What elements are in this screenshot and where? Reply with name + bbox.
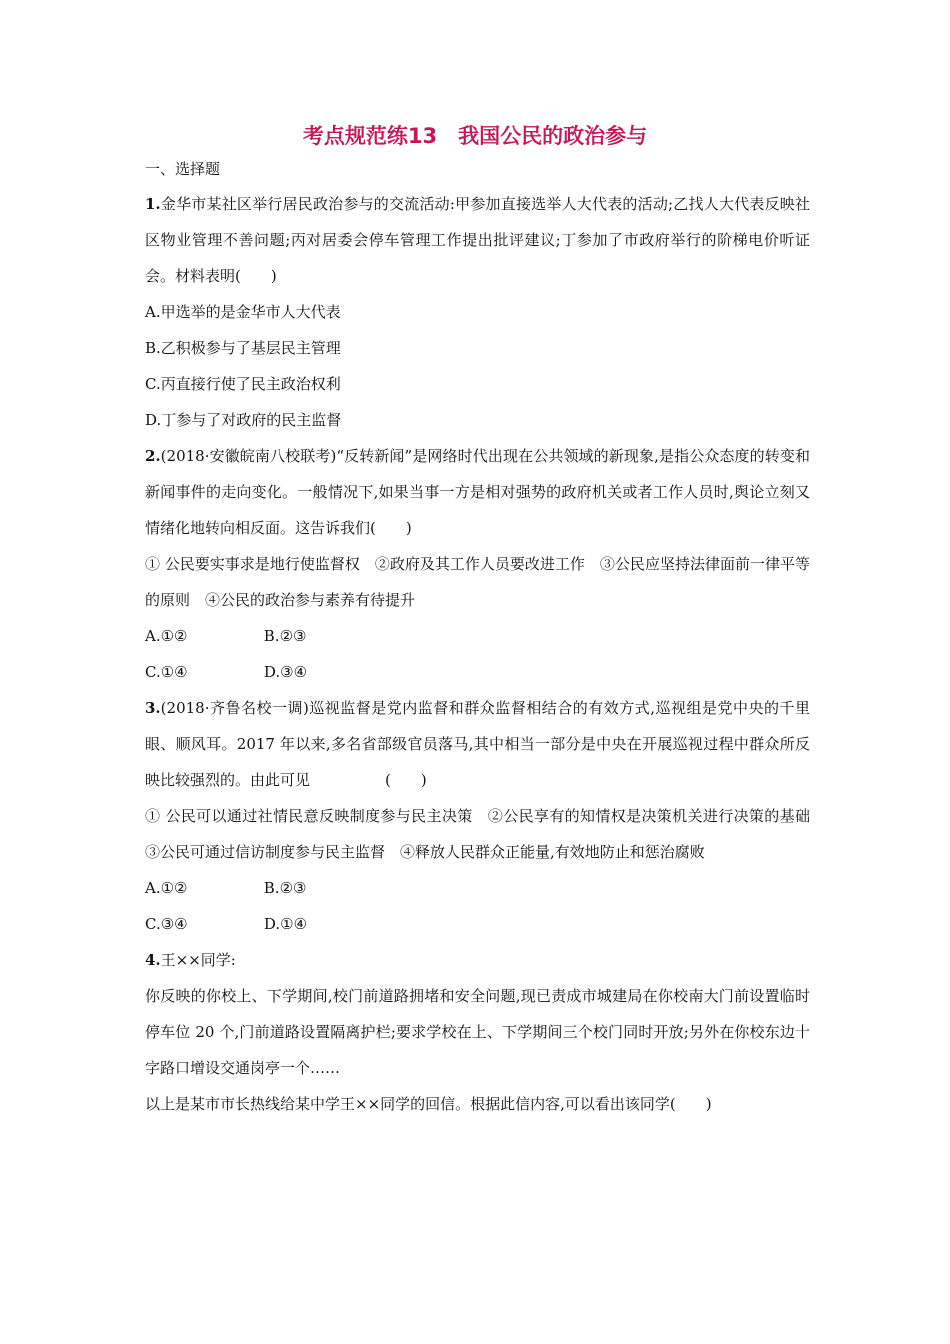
question-1 — [145, 186, 810, 438]
question-text: 金华市某社区举行居民政治参与的交流活动:甲参加直接选举人大代表的活动;乙找人大代表反映社区物业管理不善问题;丙对居委会停车管理工作提出批评建议;丁参加了市政府举行的阶梯电价听证会。材料表明( ) — [145, 195, 810, 285]
question-number: 3. — [145, 699, 161, 717]
question-text: 王××同学: — [160, 951, 236, 969]
question-text: (2018·齐鲁名校一调)巡视监督是党内监督和群众监督相结合的有效方式,巡视组是党中央的千里眼、顺风耳。2017 年以来,多名省部级官员落马,其中相当一部分是中央在开展巡视过程中群众所反映比较强烈的。由此可见 ( ) — [145, 699, 810, 789]
section-heading: 一、选择题 — [145, 160, 221, 178]
page-title: 考点规范练13 我国公民的政治参与 — [302, 124, 648, 148]
question-4 — [145, 942, 810, 1122]
question-number: 1. — [145, 195, 161, 213]
question-stem — [145, 438, 810, 546]
question-stem — [145, 690, 810, 798]
options-ab: A.①② B.②③ — [145, 627, 307, 645]
options-cd: C.①④ D.③④ — [145, 663, 308, 681]
question-number: 2. — [145, 447, 161, 465]
question-3 — [145, 690, 826, 942]
option-a: A.甲选举的是金华市人大代表 — [145, 303, 341, 321]
question-statements: ① 公民要实事求是地行使监督权 ②政府及其工作人员要改进工作 ③公民应坚持法律面前一律平等的原则 ④公民的政治参与素养有待提升 — [145, 555, 810, 609]
letter-body: 你反映的你校上、下学期间,校门前道路拥堵和安全问题,现已责成市城建局在你校南大门前设置临时停车位 20 个,门前道路设置隔离护栏;要求学校在上、下学期间三个校门同时开放;另外在你校东边十字路口增设交通岗亭一个…… — [145, 987, 810, 1077]
question-statements: ① 公民可以通过社情民意反映制度参与民主决策 ②公民享有的知情权是决策机关进行决策的基础 ③公民可通过信访制度参与民主监督 ④释放人民群众正能量,有效地防止和惩治腐败 — [145, 807, 826, 861]
question-number: 4. — [145, 951, 161, 969]
question-tail: 以上是某市市长热线给某中学王××同学的回信。根据此信内容,可以看出该同学( ) — [145, 1095, 712, 1113]
options-ab: A.①② B.②③ — [145, 879, 307, 897]
question-stem — [145, 942, 810, 978]
question-2 — [145, 438, 810, 690]
questions — [145, 186, 826, 1122]
option-c: C.丙直接行使了民主政治权利 — [145, 375, 341, 393]
options-cd: C.③④ D.①④ — [145, 915, 308, 933]
question-text: (2018·安徽皖南八校联考)“反转新闻”是网络时代出现在公共领域的新现象,是指公众态度的转变和新闻事件的走向变化。一般情况下,如果当事一方是相对强势的政府机关或者工作人员时,舆论立刻又情绪化地转向相反面。这告诉我们( ) — [145, 447, 810, 537]
option-d: D.丁参与了对政府的民主监督 — [145, 411, 342, 429]
option-b: B.乙积极参与了基层民主管理 — [145, 339, 341, 357]
question-stem — [145, 186, 810, 294]
